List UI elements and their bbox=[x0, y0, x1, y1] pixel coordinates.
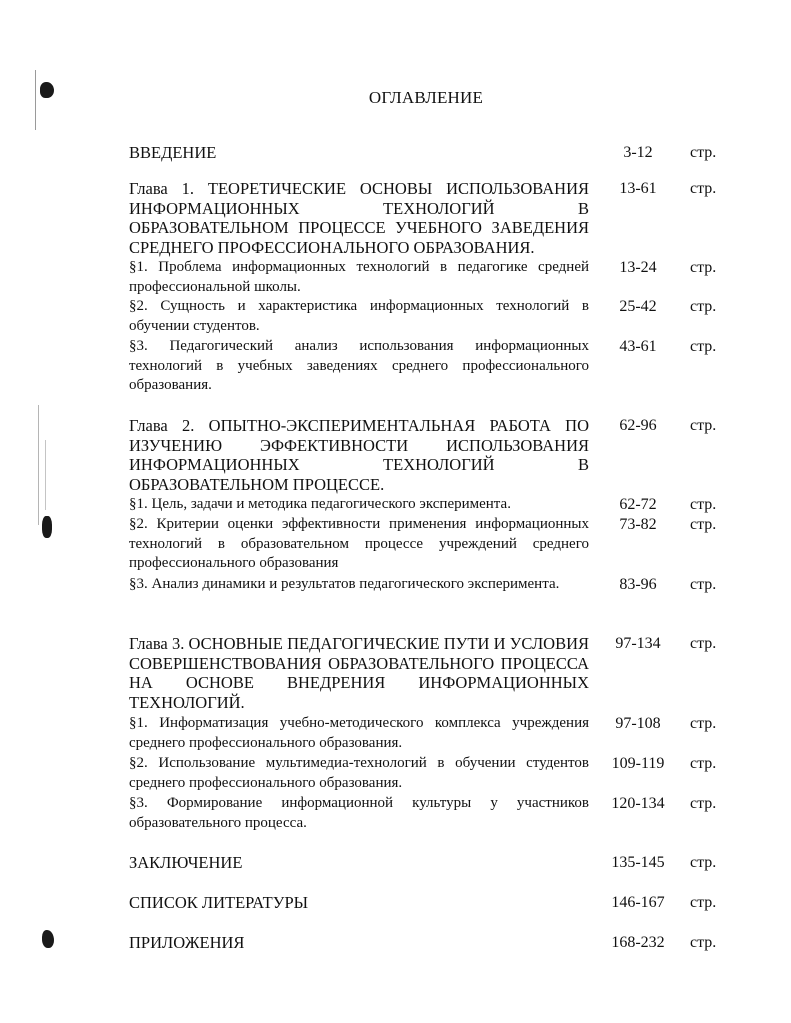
toc-entry-pages: 97-108 bbox=[615, 715, 661, 732]
toc-entry-text: §3. Педагогический анализ использования информационных технологий в учебных заведениях среднего профессионального образования. bbox=[129, 338, 589, 393]
toc-entry-pages: 43-61 bbox=[619, 338, 657, 355]
toc-entry-text: §1. Цель, задачи и методика педагогического эксперимента. bbox=[129, 496, 511, 512]
toc-entry-unit: стр. bbox=[690, 417, 717, 434]
toc-entry-text: §3. Формирование информационной культуры у участников образовательного процесса. bbox=[129, 795, 589, 831]
toc-entry-unit: стр. bbox=[690, 635, 717, 652]
toc-entry-text: §2. Сущность и характеристика информационных технологий в обучении студентов. bbox=[129, 298, 589, 334]
toc-entry-text: §1. Информатизация учебно-методического комплекса учреждения среднего профессионального образования. bbox=[129, 715, 589, 751]
toc-entry-text: §1. Проблема информационных технологий в педагогике средней профессиональной школы. bbox=[129, 259, 589, 295]
toc-title: ОГЛАВЛЕНИЕ bbox=[368, 88, 484, 107]
toc-entry-pages: 135-145 bbox=[611, 854, 665, 871]
toc-entry-unit: стр. bbox=[690, 338, 717, 355]
toc-entry-unit: стр. bbox=[690, 144, 717, 161]
toc-entry-unit: стр. bbox=[690, 576, 717, 593]
toc-entry-unit: стр. bbox=[690, 755, 717, 772]
toc-entry-unit: стр. bbox=[690, 854, 717, 871]
toc-entry-unit: стр. bbox=[690, 259, 717, 276]
scan-edge-line bbox=[45, 440, 46, 510]
toc-entry-unit: стр. bbox=[690, 795, 717, 812]
toc-entry-pages: 120-134 bbox=[611, 795, 665, 812]
toc-entry-pages: 3-12 bbox=[623, 144, 653, 161]
scan-hole-mark bbox=[42, 516, 52, 538]
toc-entry-text: Глава 3. ОСНОВНЫЕ ПЕДАГОГИЧЕСКИЕ ПУТИ И УСЛОВИЯ СОВЕРШЕНСТВОВАНИЯ ОБРАЗОВАТЕЛЬНОГО ПРОЦЕССА НА ОСНОВЕ ВНЕДРЕНИЯ ИНФОРМАЦИОННЫХ ТЕХНОЛОГИЙ. bbox=[129, 634, 589, 712]
toc-entry-unit: стр. bbox=[690, 496, 717, 513]
toc-entry-pages: 73-82 bbox=[619, 516, 657, 533]
toc-entry-text: Глава 1. ТЕОРЕТИЧЕСКИЕ ОСНОВЫ ИСПОЛЬЗОВАНИЯ ИНФОРМАЦИОННЫХ ТЕХНОЛОГИЙ В ОБРАЗОВАТЕЛЬНОМ ПРОЦЕССЕ УЧЕБНОГО ЗАВЕДЕНИЯ СРЕДНЕГО ПРОФЕССИОНАЛЬНОГО ОБРАЗОВАНИЯ. bbox=[129, 179, 589, 257]
toc-entry-unit: стр. bbox=[690, 894, 717, 911]
toc-entry-pages: 62-96 bbox=[619, 417, 657, 434]
toc-entry-text: §2. Использование мультимедиа-технологий в обучении студентов среднего профессионального образования. bbox=[129, 755, 589, 791]
toc-entry-pages: 25-42 bbox=[619, 298, 657, 315]
toc-entry-pages: 168-232 bbox=[611, 934, 665, 951]
toc-entry-pages: 13-24 bbox=[619, 259, 657, 276]
toc-entry-text: СПИСОК ЛИТЕРАТУРЫ bbox=[129, 893, 309, 912]
scan-edge-line bbox=[38, 405, 39, 525]
toc-entry-text: ЗАКЛЮЧЕНИЕ bbox=[129, 853, 243, 872]
toc-entry-unit: стр. bbox=[690, 516, 717, 533]
toc-entry-pages: 146-167 bbox=[611, 894, 665, 911]
toc-entry-pages: 62-72 bbox=[619, 496, 657, 513]
toc-entry-unit: стр. bbox=[690, 934, 717, 951]
toc-entry-text: §3. Анализ динамики и результатов педагогического эксперимента. bbox=[129, 576, 560, 592]
toc-entry-pages: 13-61 bbox=[619, 180, 657, 197]
toc-entry-unit: стр. bbox=[690, 180, 717, 197]
toc-entry-text: ПРИЛОЖЕНИЯ bbox=[129, 933, 245, 952]
toc-entry-text: Глава 2. ОПЫТНО-ЭКСПЕРИМЕНТАЛЬНАЯ РАБОТА ПО ИЗУЧЕНИЮ ЭФФЕКТИВНОСТИ ИСПОЛЬЗОВАНИЯ ИНФОРМАЦИОННЫХ ТЕХНОЛОГИЙ В ОБРАЗОВАТЕЛЬНОМ ПРОЦЕССЕ. bbox=[129, 416, 589, 494]
toc-entry-pages: 97-134 bbox=[615, 635, 661, 652]
toc-entry-unit: стр. bbox=[690, 298, 717, 315]
toc-entry-unit: стр. bbox=[690, 715, 717, 732]
scan-hole-mark bbox=[42, 930, 54, 948]
toc-entry-pages: 83-96 bbox=[619, 576, 657, 593]
toc-entry-text: ВВЕДЕНИЕ bbox=[129, 143, 217, 162]
toc-entry-text: §2. Критерии оценки эффективности применения информационных технологий в образовательном процессе учреждений среднего профессионального образования bbox=[129, 516, 589, 571]
toc-entry-pages: 109-119 bbox=[611, 755, 665, 772]
